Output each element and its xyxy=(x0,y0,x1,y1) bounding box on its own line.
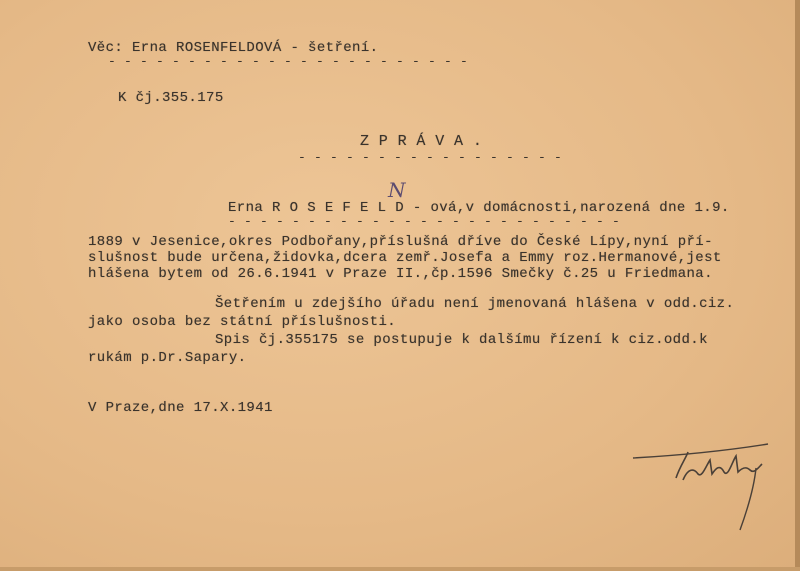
subject-underline: - - - - - - - - - - - - - - - - - - - - - - - xyxy=(108,54,469,69)
findings-line-3: Spis čj.355175 se postupuje k dalšímu řízení k ciz.odd.k xyxy=(215,332,708,348)
subject-suffix: - šetření. xyxy=(281,40,379,56)
name-underline: - - - - - - - - - - - - - - - - - - - - - - - - - xyxy=(228,214,621,229)
report-line-1-prefix: Erna xyxy=(228,200,273,216)
subject-name: ROSENFELDOVÁ xyxy=(176,40,282,56)
page-edge-bottom xyxy=(0,567,800,571)
handwritten-correction: N xyxy=(388,178,406,202)
report-line-4: hlášena bytem od 26.6.1941 v Praze II.,čp.1596 Smečky č.25 u Friedmana. xyxy=(88,266,713,282)
subject-prefix: Věc: Erna xyxy=(88,40,177,56)
heading-underline: - - - - - - - - - - - - - - - - - xyxy=(298,150,563,165)
date-line: V Praze,dne 17.X.1941 xyxy=(88,400,273,416)
findings-line-2: jako osoba bez státní příslušnosti. xyxy=(88,314,397,330)
findings-line-1: Šetřením u zdejšího úřadu není jmenovaná hlášena v odd.ciz. xyxy=(215,296,735,312)
findings-line-4: rukám p.Dr.Sapary. xyxy=(88,350,247,366)
signature xyxy=(628,438,778,538)
report-subject-name: R O S E F E L D xyxy=(272,200,405,216)
report-line-2: 1889 v Jesenice,okres Podbořany,příslušná dříve do České Lípy,nyní pří- xyxy=(88,234,713,250)
report-line-1-rest: - ová,v domácnosti,narozená dne 1.9. xyxy=(404,200,730,216)
reference-number: K čj.355.175 xyxy=(118,90,224,106)
report-heading: Z P R Á V A . xyxy=(360,133,483,150)
page-edge xyxy=(795,0,800,571)
report-line-3: slušnost bude určena,židovka,dcera zemř.Josefa a Emmy roz.Hermanové,jest xyxy=(88,250,722,266)
